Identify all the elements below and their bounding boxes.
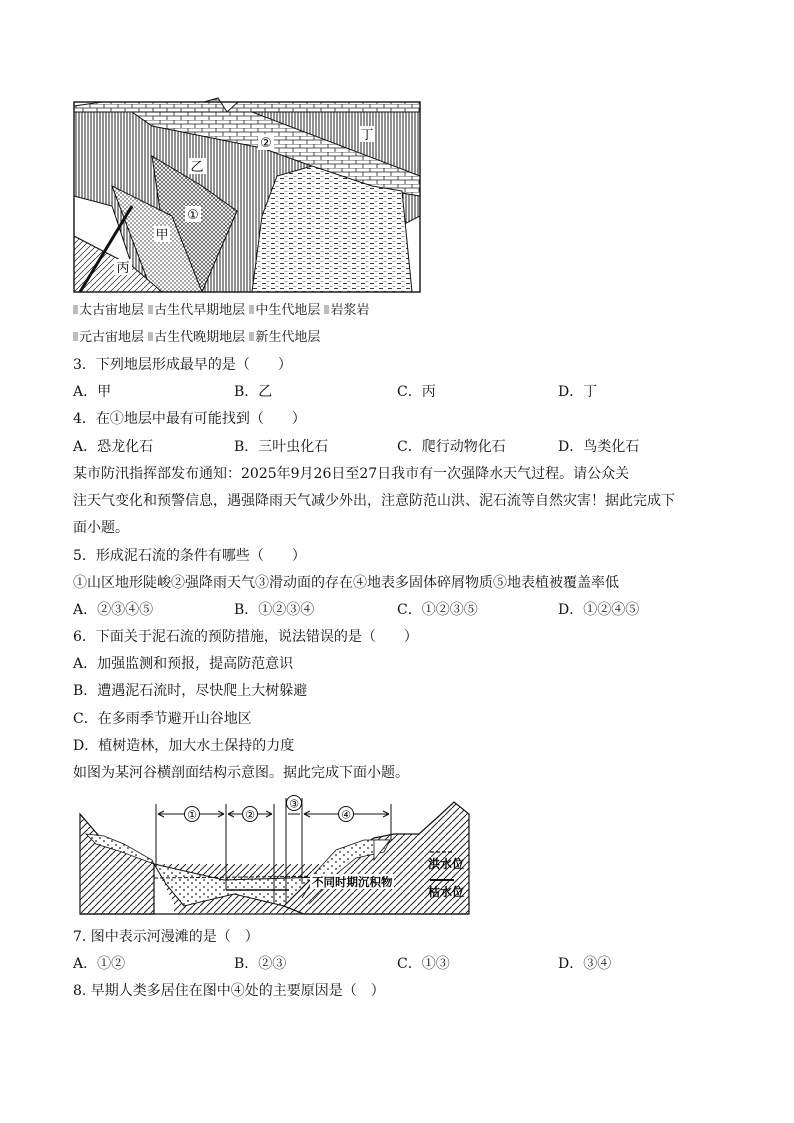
legend-item: 古生代早期地层 [154,303,246,318]
q3-option-d[interactable]: D．丁 [558,384,598,400]
q3-stem: 3．下列地层形成最早的是（ ） [73,357,292,373]
passage2: 如图为某河谷横剖面结构示意图。据此完成下面小题。 [73,765,409,781]
q8-stem: 8. 早期人类多居住在图中④处的主要原因是（ ） [73,983,385,999]
zone-3-label: ③ [289,797,299,811]
q6-option-d[interactable]: D．植树造林，加大水土保持的力度 [73,738,295,754]
q5-conditions: ①山区地形陡峻②强降雨天气③滑动面的存在④地表多固体碎屑物质⑤地表植被覆盖率低 [73,575,619,591]
q6-stem: 6．下面关于泥石流的预防措施，说法错误的是（ ） [73,629,418,645]
legend-item: 岩浆岩 [330,303,370,318]
q3-option-b[interactable]: B．乙 [234,384,273,400]
legend-swatch [249,305,254,314]
q4-stem: 4．在①地层中最有可能找到（ ） [73,411,306,427]
q4-option-d[interactable]: D．鸟类化石 [558,439,640,455]
label-1: ① [187,208,199,223]
legend-row-2 [73,329,320,347]
q5-option-b[interactable]: B．①②③④ [234,602,315,618]
q7-option-a[interactable]: A．①② [73,956,126,972]
dry-level-label: 枯水位 [428,885,465,899]
q3-option-c[interactable]: C．丙 [397,384,436,400]
q5-option-c[interactable]: C．①②③⑤ [397,602,478,618]
legend-swatch [73,332,78,341]
flood-level-label: 洪水位 [428,857,465,871]
q7-option-d[interactable]: D．③④ [558,956,612,972]
legend-swatch [249,332,254,341]
river-valley-figure [74,794,476,918]
legend-swatch [73,305,78,314]
legend-swatch [324,305,329,314]
legend-item: 太古宙地层 [79,303,145,318]
label-bing: 丙 [116,261,130,276]
legend-item: 中生代地层 [255,303,321,318]
q6-option-c[interactable]: C．在多雨季节避开山谷地区 [73,711,252,727]
q5-option-d[interactable]: D．①②④⑤ [558,602,640,618]
legend-swatch [148,305,153,314]
q7-option-b[interactable]: B．②③ [234,956,287,972]
legend-swatch [148,332,153,341]
strata-figure [72,96,424,296]
legend-row-1 [73,302,369,320]
passage1-line3: 面小题。 [73,520,129,536]
zone-4-label: ④ [341,808,351,822]
q5-option-a[interactable]: A．②③④⑤ [73,602,154,618]
passage1-line1: 某市防汛指挥部发布通知：2025年9月26日至27日我市有一次强降水天气过程。请公众关 [73,466,630,482]
legend-item: 新生代地层 [255,330,321,345]
zone-2-label: ② [245,808,255,822]
q6-option-b[interactable]: B．遭遇泥石流时，尽快爬上大树躲避 [73,683,308,699]
label-ding: 丁 [360,128,374,143]
label-2: ② [260,136,272,151]
legend-item: 古生代晚期地层 [154,330,246,345]
q5-stem: 5．形成泥石流的条件有哪些（ ） [73,548,306,564]
q6-option-a[interactable]: A．加强监测和预报，提高防范意识 [73,656,294,672]
label-jia: 甲 [155,228,169,243]
legend-item: 元古宙地层 [79,330,145,345]
q4-option-a[interactable]: A．恐龙化石 [73,439,154,455]
sediment-label: 不同时期沉积物 [312,875,393,889]
q7-stem: 7. 图中表示河漫滩的是（ ） [73,929,259,945]
q4-option-b[interactable]: B．三叶虫化石 [234,439,329,455]
q3-option-a[interactable]: A．甲 [73,384,112,400]
zone-1-label: ① [187,808,197,822]
q7-option-c[interactable]: C．①③ [397,956,450,972]
passage1-line2: 注天气变化和预警信息，遇强降雨天气减少外出，注意防范山洪、泥石流等自然灾害！据此完成下 [73,493,675,509]
label-yi: 乙 [190,160,204,175]
q4-option-c[interactable]: C．爬行动物化石 [397,439,506,455]
